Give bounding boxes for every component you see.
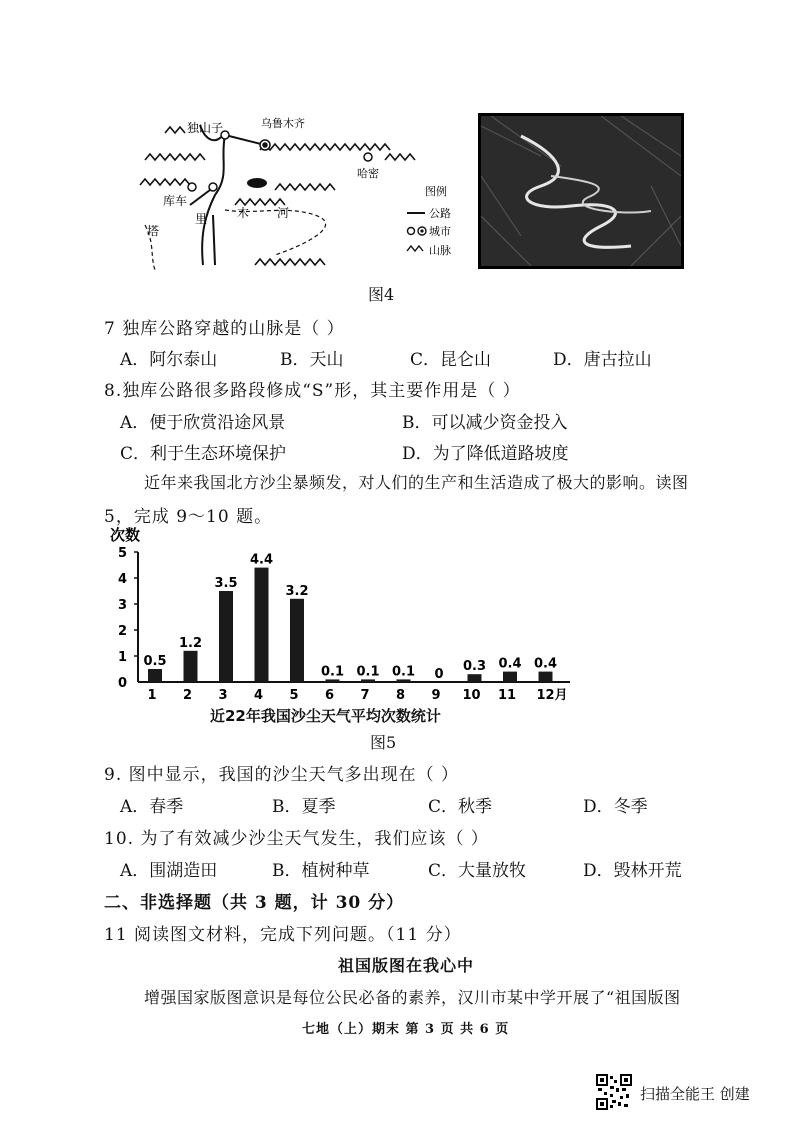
q7-option-b: B．天山 (280, 350, 344, 370)
bar-month-5 (290, 599, 304, 682)
question-7: 7 独库公路穿越的山脉是（ ） (104, 319, 345, 339)
legend-road: 公路 (429, 207, 451, 220)
x-tick-label: 2 (182, 688, 193, 703)
question-9: 9. 图中显示，我国的沙尘天气多出现在（ ） (104, 765, 460, 785)
x-tick-label: 5 (289, 688, 299, 703)
bars (148, 568, 553, 682)
bar-month-8 (397, 679, 411, 682)
y-tick-label: 5 (118, 546, 128, 561)
x-tick-labels (147, 688, 567, 703)
value-label: 0.1 (391, 664, 416, 680)
route-map (125, 105, 465, 275)
figure5-caption: 图5 (370, 733, 397, 752)
sandstorm-bar-chart (110, 525, 600, 725)
intro-line-1: 近年来我国北方沙尘暴频发，对人们的生产和生活造成了极大的影响。读图 (144, 473, 689, 492)
material-title: 祖国版图在我心中 (338, 956, 475, 975)
q10-option-d: D．毁林开荒 (583, 861, 682, 881)
question-8: 8.独库公路很多路段修成“S”形，其主要作用是（ ） (104, 381, 521, 401)
bar-month-2 (184, 651, 198, 682)
material-paragraph: 增强国家版图意识是每位公民必备的素养，汉川市某中学开展了“祖国版图 (144, 988, 681, 1007)
q8-option-a: A．便于欣赏沿途风景 (120, 413, 286, 433)
value-label: 0.5 (143, 654, 167, 669)
y-tick-label: 0 (118, 676, 128, 691)
label-tarim-1: 塔 (147, 224, 160, 238)
value-label: 3.5 (214, 576, 238, 591)
value-label: 0 (434, 667, 444, 682)
value-label: 0.4 (498, 656, 522, 672)
value-label: 4.4 (249, 552, 274, 568)
y-tick-label: 4 (118, 572, 128, 587)
value-label: 3.2 (285, 583, 309, 599)
q9-option-d: D．冬季 (583, 797, 648, 817)
q9-option-c: C．秋季 (428, 797, 493, 817)
x-tick-label: 3 (218, 688, 228, 703)
label-kuqa: 库车 (163, 194, 188, 208)
chart-title: 近22年我国沙尘天气平均次数统计 (210, 707, 441, 725)
value-label: 0.1 (356, 664, 380, 680)
bar-month-12 (539, 672, 553, 682)
q7-option-c: C．昆仑山 (410, 350, 492, 370)
section-2-heading: 二、非选择题（共 3 题，计 30 分） (104, 893, 405, 913)
legend-mountain: 山脉 (429, 244, 451, 257)
q10-option-b: B．植树种草 (272, 861, 370, 881)
map-legend (407, 184, 451, 257)
q7-option-d: D．唐古拉山 (553, 350, 652, 370)
lake-shape (247, 178, 267, 188)
label-tarim-3: 木 (237, 206, 250, 220)
x-tick-label: 12月 (536, 688, 568, 703)
value-labels (143, 553, 557, 682)
value-label: 0.3 (462, 659, 487, 675)
value-label: 0.4 (533, 656, 558, 672)
page-footer: 七地（上）期末 第 3 页 共 6 页 (302, 1022, 510, 1037)
x-tick-label: 6 (324, 688, 335, 703)
value-label: 0.1 (320, 664, 345, 680)
y-tick-label: 2 (118, 624, 128, 639)
figure4-caption: 图4 (368, 285, 395, 304)
chart-ylabel: 次数 (110, 526, 141, 544)
q9-option-a: A．春季 (120, 797, 184, 817)
x-tick-label: 8 (395, 688, 406, 703)
road-photo (478, 113, 684, 269)
q8-option-d: D．为了降低道路坡度 (402, 444, 569, 464)
label-tarim-2: 里 (195, 212, 208, 226)
label-hami: 哈密 (357, 167, 379, 180)
legend-city: 城市 (429, 225, 451, 238)
y-tick-label: 1 (118, 650, 128, 665)
label-dushanzi: 独山子 (187, 121, 224, 135)
q9-option-b: B．夏季 (272, 797, 336, 817)
y-tick-labels (118, 546, 138, 691)
label-urumqi: 乌鲁木齐 (261, 117, 305, 130)
intro-line-2: 5，完成 9～10 题。 (104, 507, 273, 527)
bar-month-11 (503, 672, 517, 682)
bar-month-3 (219, 591, 233, 682)
bar-month-6 (326, 679, 340, 682)
x-tick-label: 4 (253, 688, 264, 703)
x-tick-label: 10 (462, 688, 481, 703)
question-11: 11 阅读图文材料，完成下列问题。（11 分） (104, 925, 462, 945)
q10-option-a: A．围湖造田 (120, 861, 218, 881)
bar-month-10 (468, 674, 482, 682)
x-tick-label: 7 (360, 688, 370, 703)
y-tick-label: 3 (118, 598, 128, 613)
value-label: 1.2 (178, 635, 203, 651)
legend-title: 图例 (425, 185, 447, 198)
scanner-watermark: 扫描全能王 创建 (640, 1085, 750, 1103)
highway-lines (190, 125, 265, 265)
x-tick-label: 11 (497, 688, 517, 703)
question-10: 10. 为了有效减少沙尘天气发生，我们应该（ ） (104, 829, 489, 849)
bar-month-1 (148, 669, 162, 682)
q8-option-c: C．利于生态环境保护 (120, 444, 287, 464)
q10-option-c: C．大量放牧 (428, 861, 527, 881)
qr-code-icon (596, 1074, 632, 1110)
q8-option-b: B．可以减少资金投入 (402, 413, 568, 433)
label-tarim-4: 河 (277, 206, 290, 220)
q7-option-a: A．阿尔泰山 (120, 350, 218, 370)
bar-month-7 (361, 679, 375, 682)
x-tick-label: 9 (431, 688, 441, 703)
x-tick-label: 1 (147, 688, 157, 703)
bar-month-4 (255, 568, 269, 682)
